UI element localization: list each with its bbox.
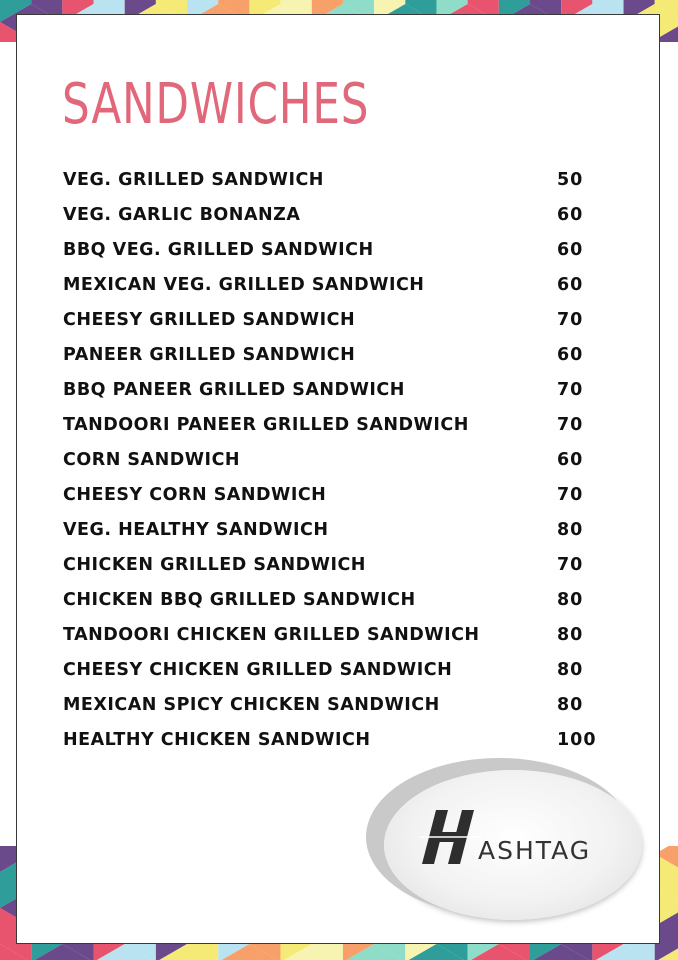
menu-item <box>63 485 603 520</box>
item-price: 80 <box>557 520 584 540</box>
item-price: 70 <box>557 415 584 435</box>
menu-item <box>63 730 603 765</box>
item-name: MEXICAN SPICY CHICKEN SANDWICH <box>63 695 440 715</box>
item-price: 70 <box>557 485 584 505</box>
menu-item <box>63 555 603 590</box>
item-price: 60 <box>557 240 584 260</box>
item-name: CHEESY CORN SANDWICH <box>63 485 327 505</box>
item-name: HEALTHY CHICKEN SANDWICH <box>63 730 371 750</box>
menu-item <box>63 275 603 310</box>
menu-item <box>63 205 603 240</box>
item-name: BBQ PANEER GRILLED SANDWICH <box>63 380 405 400</box>
menu-item <box>63 590 603 625</box>
item-name: TANDOORI PANEER GRILLED SANDWICH <box>63 415 469 435</box>
menu-item <box>63 450 603 485</box>
item-price: 80 <box>557 625 584 645</box>
item-price: 70 <box>557 310 584 330</box>
item-name: CHICKEN BBQ GRILLED SANDWICH <box>63 590 416 610</box>
menu-item <box>63 625 603 660</box>
item-name: TANDOORI CHICKEN GRILLED SANDWICH <box>63 625 480 645</box>
item-name: BBQ VEG. GRILLED SANDWICH <box>63 240 374 260</box>
item-price: 100 <box>557 730 597 750</box>
item-price: 60 <box>557 345 584 365</box>
item-price: 70 <box>557 380 584 400</box>
menu-item <box>63 240 603 275</box>
item-name: CHEESY CHICKEN GRILLED SANDWICH <box>63 660 453 680</box>
item-price: 80 <box>557 695 584 715</box>
menu-item <box>63 310 603 345</box>
hashtag-logo <box>420 800 620 880</box>
item-name: MEXICAN VEG. GRILLED SANDWICH <box>63 275 425 295</box>
item-name: CORN SANDWICH <box>63 450 241 470</box>
page-title: SANDWICHES <box>62 72 370 137</box>
item-name: VEG. HEALTHY SANDWICH <box>63 520 329 540</box>
item-price: 80 <box>557 590 584 610</box>
logo-text: ASHTAG <box>478 836 592 865</box>
menu-item <box>63 170 603 205</box>
item-name: PANEER GRILLED SANDWICH <box>63 345 356 365</box>
item-price: 50 <box>557 170 584 190</box>
menu-item <box>63 345 603 380</box>
item-price: 70 <box>557 555 584 575</box>
item-price: 80 <box>557 660 584 680</box>
menu-item <box>63 660 603 695</box>
menu-item <box>63 695 603 730</box>
menu-item <box>63 380 603 415</box>
menu-item <box>63 415 603 450</box>
item-name: VEG. GRILLED SANDWICH <box>63 170 324 190</box>
item-price: 60 <box>557 275 584 295</box>
h-logo-mark <box>420 806 482 868</box>
item-name: CHICKEN GRILLED SANDWICH <box>63 555 366 575</box>
item-price: 60 <box>557 205 584 225</box>
menu-item <box>63 520 603 555</box>
item-name: VEG. GARLIC BONANZA <box>63 205 301 225</box>
menu-list <box>63 170 603 765</box>
item-price: 60 <box>557 450 584 470</box>
item-name: CHEESY GRILLED SANDWICH <box>63 310 356 330</box>
